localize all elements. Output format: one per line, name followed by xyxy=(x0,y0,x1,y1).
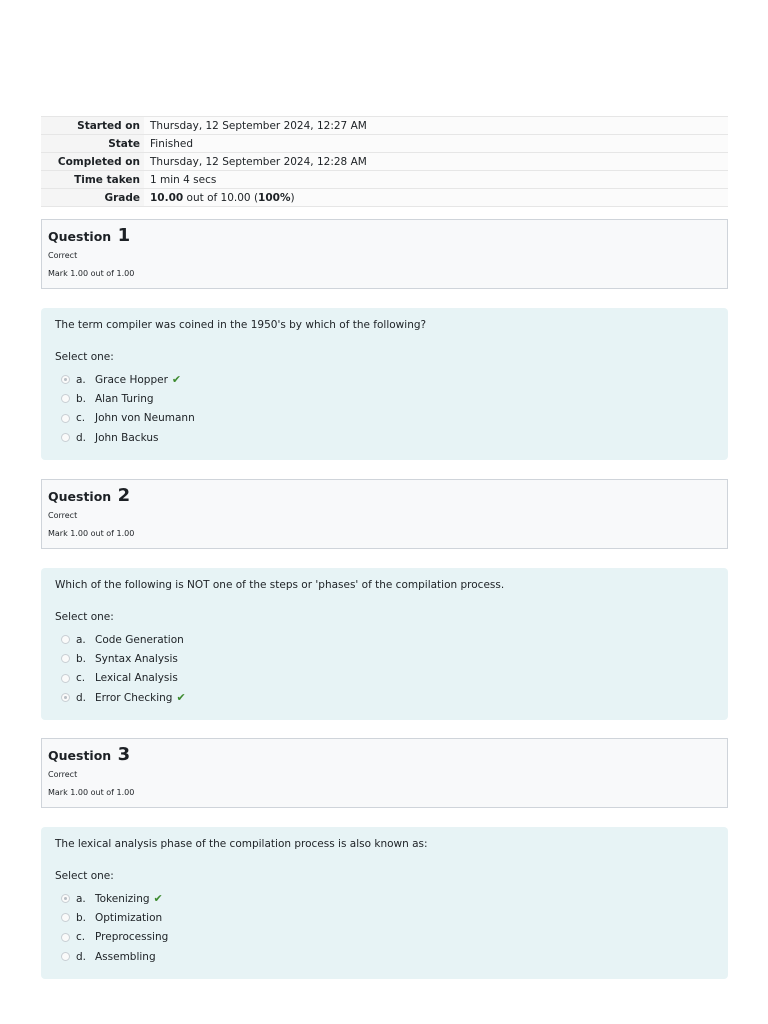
question-state: Correct xyxy=(48,511,78,520)
answer-letter: c. xyxy=(76,931,86,944)
grade-score: 10.00 xyxy=(150,191,184,204)
summary-label: Grade xyxy=(41,189,144,207)
question-number: 3 xyxy=(117,744,131,765)
summary-value: 1 min 4 secs xyxy=(144,171,728,189)
answer-label: Syntax Analysis xyxy=(95,652,178,665)
answer-option[interactable] xyxy=(55,428,714,447)
summary-value: Finished xyxy=(144,135,728,153)
answer-radio[interactable] xyxy=(61,933,70,942)
question-title: Question 2 xyxy=(48,485,131,506)
question-title: Question 3 xyxy=(48,744,131,765)
answer-letter: a. xyxy=(76,373,86,386)
answer-radio[interactable] xyxy=(61,952,70,961)
answer-option[interactable] xyxy=(55,688,714,707)
answer-radio[interactable] xyxy=(61,913,70,922)
answer-option[interactable] xyxy=(55,889,714,908)
checkmark-icon: ✔ xyxy=(176,691,186,705)
question-text: Which of the following is NOT one of the steps or 'phases' of the compilation process. xyxy=(55,579,505,591)
checkmark-icon: ✔ xyxy=(171,373,182,387)
answer-letter: a. xyxy=(76,633,86,646)
answer-label: Preprocessing xyxy=(95,931,169,944)
question-state: Correct xyxy=(48,251,78,260)
answer-option[interactable] xyxy=(55,630,714,649)
answer-label: Lexical Analysis xyxy=(95,672,178,685)
answer-radio[interactable] xyxy=(61,654,70,663)
answer-option[interactable] xyxy=(55,947,714,966)
question-info xyxy=(41,479,728,549)
answer-letter: d. xyxy=(76,691,87,704)
question-content xyxy=(41,827,728,979)
question-text: The lexical analysis phase of the compilation process is also known as: xyxy=(55,838,428,850)
question-info xyxy=(41,219,728,289)
answer-radio[interactable] xyxy=(61,394,70,403)
answer-letter: b. xyxy=(76,652,87,665)
grade-value xyxy=(144,189,728,207)
answer-radio[interactable] xyxy=(61,433,70,442)
answer-radio[interactable] xyxy=(61,375,70,384)
select-prompt: Select one: xyxy=(55,611,114,623)
answer-label: John von Neumann xyxy=(95,412,195,425)
answer-letter: c. xyxy=(76,672,86,685)
answer-label: Assembling xyxy=(95,950,156,963)
question-number: 1 xyxy=(117,225,131,246)
grade-out-of: out of 10.00 ( xyxy=(183,191,259,204)
question-content xyxy=(41,308,728,460)
summary-row-started xyxy=(41,117,728,135)
summary-row-time-taken xyxy=(41,171,728,189)
summary-row-state xyxy=(41,135,728,153)
question-mark: Mark 1.00 out of 1.00 xyxy=(48,269,135,278)
answer-letter: c. xyxy=(76,412,86,425)
summary-row-completed xyxy=(41,153,728,171)
answer-label: Tokenizing xyxy=(95,892,150,905)
summary-row-grade xyxy=(41,189,728,207)
answer-option[interactable] xyxy=(55,649,714,668)
question-content xyxy=(41,568,728,720)
question-text: The term compiler was coined in the 1950's by which of the following? xyxy=(55,319,427,331)
answer-label: Optimization xyxy=(95,911,163,924)
summary-label: State xyxy=(41,135,144,153)
question-mark: Mark 1.00 out of 1.00 xyxy=(48,529,135,538)
attempt-summary-table xyxy=(41,116,728,207)
answer-list xyxy=(55,630,714,707)
answer-option[interactable] xyxy=(55,908,714,927)
question-title: Question 1 xyxy=(48,225,131,246)
answer-option[interactable] xyxy=(55,409,714,428)
grade-percent: 100% xyxy=(258,191,291,204)
answer-label: Error Checking xyxy=(95,691,173,704)
answer-label: Grace Hopper xyxy=(95,373,168,386)
summary-value: Thursday, 12 September 2024, 12:27 AM xyxy=(144,117,728,135)
question-state: Correct xyxy=(48,770,78,779)
answer-letter: d. xyxy=(76,431,87,444)
select-prompt: Select one: xyxy=(55,351,114,363)
answer-radio[interactable] xyxy=(61,635,70,644)
answer-radio[interactable] xyxy=(61,414,70,423)
summary-value: Thursday, 12 September 2024, 12:28 AM xyxy=(144,153,728,171)
answer-letter: b. xyxy=(76,392,87,405)
answer-radio[interactable] xyxy=(61,674,70,683)
answer-option[interactable] xyxy=(55,389,714,408)
answer-list xyxy=(55,889,714,966)
question-mark: Mark 1.00 out of 1.00 xyxy=(48,788,135,797)
answer-letter: b. xyxy=(76,911,87,924)
answer-option[interactable] xyxy=(55,928,714,947)
summary-label: Completed on xyxy=(41,153,144,171)
answer-radio[interactable] xyxy=(61,894,70,903)
answer-label: Code Generation xyxy=(95,633,184,646)
select-prompt: Select one: xyxy=(55,870,114,882)
answer-letter: d. xyxy=(76,950,87,963)
question-number: 2 xyxy=(117,485,131,506)
answer-label: John Backus xyxy=(95,431,159,444)
answer-option[interactable] xyxy=(55,669,714,688)
question-info xyxy=(41,738,728,808)
answer-label: Alan Turing xyxy=(95,392,154,405)
summary-label: Time taken xyxy=(41,171,144,189)
answer-option[interactable] xyxy=(55,370,714,389)
grade-close: ) xyxy=(290,191,295,204)
answer-list xyxy=(55,370,714,447)
answer-radio[interactable] xyxy=(61,693,70,702)
answer-letter: a. xyxy=(76,892,86,905)
checkmark-icon: ✔ xyxy=(153,892,163,906)
summary-label: Started on xyxy=(41,117,144,135)
